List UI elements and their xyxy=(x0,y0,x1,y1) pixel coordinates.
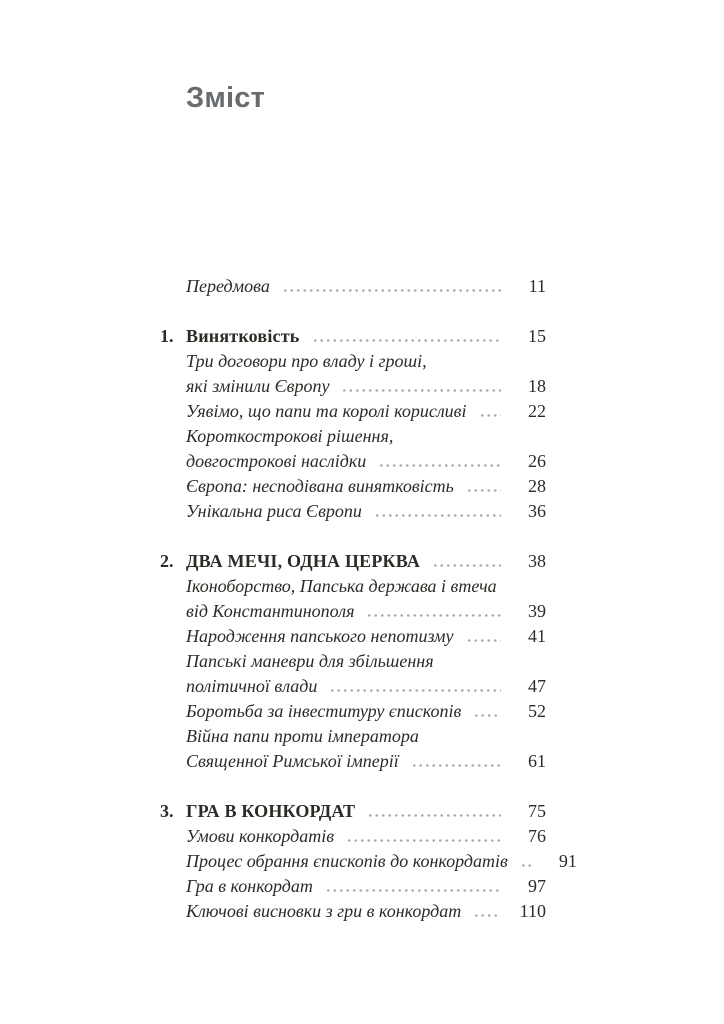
toc-entry-line xyxy=(186,499,546,524)
toc-entry xyxy=(186,849,577,874)
dotted-leader xyxy=(364,614,501,617)
toc-entry-line xyxy=(186,699,546,724)
toc-entry-line xyxy=(186,824,546,849)
toc-entry-line xyxy=(186,674,546,699)
dotted-leader xyxy=(409,764,501,767)
toc-entry xyxy=(186,424,546,474)
chapter-items xyxy=(186,349,546,524)
dotted-leader xyxy=(310,339,502,342)
page-number: 61 xyxy=(528,751,546,771)
page-number: 28 xyxy=(528,476,546,496)
page-title: Зміст xyxy=(186,82,266,114)
toc-entry-line xyxy=(186,274,546,299)
page-number: 26 xyxy=(528,451,546,471)
toc-entry xyxy=(186,649,546,699)
page-number: 110 xyxy=(519,901,546,921)
toc-entry-text: Європа: несподівана винятковість xyxy=(186,476,454,496)
dotted-leader xyxy=(376,464,501,467)
toc-entry-text: політичної влади xyxy=(186,676,318,696)
toc-entry-line xyxy=(186,599,546,624)
toc-entry xyxy=(186,824,546,849)
page-number: 75 xyxy=(528,801,546,821)
toc-entry-text: довгострокові наслідки xyxy=(186,451,367,471)
toc-entry xyxy=(186,724,546,774)
page-number: 15 xyxy=(528,326,546,346)
dotted-leader xyxy=(365,814,501,817)
toc-entry-text: Умови конкордатів xyxy=(186,826,335,846)
dotted-leader xyxy=(323,889,501,892)
page-number: 47 xyxy=(528,676,546,696)
toc-chapter-1 xyxy=(160,324,546,524)
page-number: 39 xyxy=(528,601,546,621)
toc-entry xyxy=(186,699,546,724)
toc-entry-text: Боротьба за інвеституру єпископів xyxy=(186,701,462,721)
chapter-number: 1. xyxy=(160,326,174,346)
toc-entry-line xyxy=(186,449,546,474)
toc-entry-text: Священної Римської імперії xyxy=(186,751,399,771)
page-number: 52 xyxy=(528,701,546,721)
toc-entry-line xyxy=(186,749,546,774)
toc-entry xyxy=(186,624,546,649)
toc-chapter-3 xyxy=(160,799,577,924)
page-number: 36 xyxy=(528,501,546,521)
dotted-leader xyxy=(464,639,502,642)
toc-entry-line xyxy=(186,399,546,424)
chapter-title: ДВА МЕЧІ, ОДНА ЦЕРКВА xyxy=(186,551,421,571)
chapter-number: 3. xyxy=(160,801,174,821)
toc-chapter-2 xyxy=(160,549,546,774)
page-number: 91 xyxy=(558,851,577,871)
toc-entry-text: Гра в конкордат xyxy=(186,876,313,896)
toc-entry xyxy=(186,474,546,499)
page-number: 11 xyxy=(528,276,546,296)
toc-entry-text: Папські маневри для збільшення xyxy=(186,651,434,671)
dotted-leader xyxy=(430,564,501,567)
page-number: 97 xyxy=(528,876,546,896)
dotted-leader xyxy=(518,864,532,867)
toc-entry-text: Унікальна риса Європи xyxy=(186,501,362,521)
dotted-leader xyxy=(471,714,501,717)
chapter-items xyxy=(186,824,577,924)
toc-entry-line xyxy=(186,899,546,924)
page-number: 76 xyxy=(528,826,546,846)
chapter-number: 2. xyxy=(160,551,174,571)
toc-entry-text: Передмова xyxy=(186,276,270,296)
toc-entry-text: Війна папи проти імператора xyxy=(186,726,419,746)
dotted-leader xyxy=(344,839,501,842)
toc-entry-line xyxy=(186,849,577,874)
page-number: 41 xyxy=(528,626,546,646)
chapter-heading xyxy=(160,549,546,574)
toc-entry-text: які змінили Європу xyxy=(186,376,330,396)
toc-entry-text: Три договори про владу і гроші, xyxy=(186,351,427,371)
toc-entry xyxy=(186,349,546,399)
dotted-leader xyxy=(280,289,501,292)
toc-entry-line xyxy=(186,374,546,399)
toc-entry-text: Короткострокові рішення, xyxy=(186,426,394,446)
toc-entry-line xyxy=(186,874,546,899)
dotted-leader xyxy=(372,514,501,517)
dotted-leader xyxy=(471,914,501,917)
toc-entry xyxy=(186,574,546,624)
chapter-title: Винятковість xyxy=(186,326,300,346)
toc-entry-text: Ключові висновки з гри в конкордат xyxy=(186,901,462,921)
toc-entry xyxy=(186,874,546,899)
toc-entry-text: Іконоборство, Папська держава і втеча xyxy=(186,576,497,596)
chapter-heading xyxy=(160,799,546,824)
table-of-contents xyxy=(160,274,577,924)
toc-entry-text: від Константинополя xyxy=(186,601,355,621)
toc-entry-text: Процес обрання єпископів до конкордатів xyxy=(186,851,508,871)
dotted-leader xyxy=(327,689,501,692)
toc-entry xyxy=(186,499,546,524)
dotted-leader xyxy=(477,414,502,417)
chapter-items xyxy=(186,574,546,774)
toc-entry-text: Уявімо, що папи та королі корисливі xyxy=(186,401,467,421)
page-number: 22 xyxy=(528,401,546,421)
page-number: 18 xyxy=(528,376,546,396)
dotted-leader xyxy=(339,389,501,392)
toc-entry xyxy=(186,399,546,424)
chapter-heading xyxy=(160,324,546,349)
chapter-title: ГРА В КОНКОРДАТ xyxy=(186,801,356,821)
toc-entry-line xyxy=(186,474,546,499)
dotted-leader xyxy=(464,489,501,492)
page-number: 38 xyxy=(528,551,546,571)
toc-entry-line xyxy=(186,624,546,649)
toc-content xyxy=(160,82,577,924)
toc-entry-preface xyxy=(186,274,546,299)
toc-entry xyxy=(186,899,546,924)
toc-entry-text: Народження папського непотизму xyxy=(186,626,454,646)
